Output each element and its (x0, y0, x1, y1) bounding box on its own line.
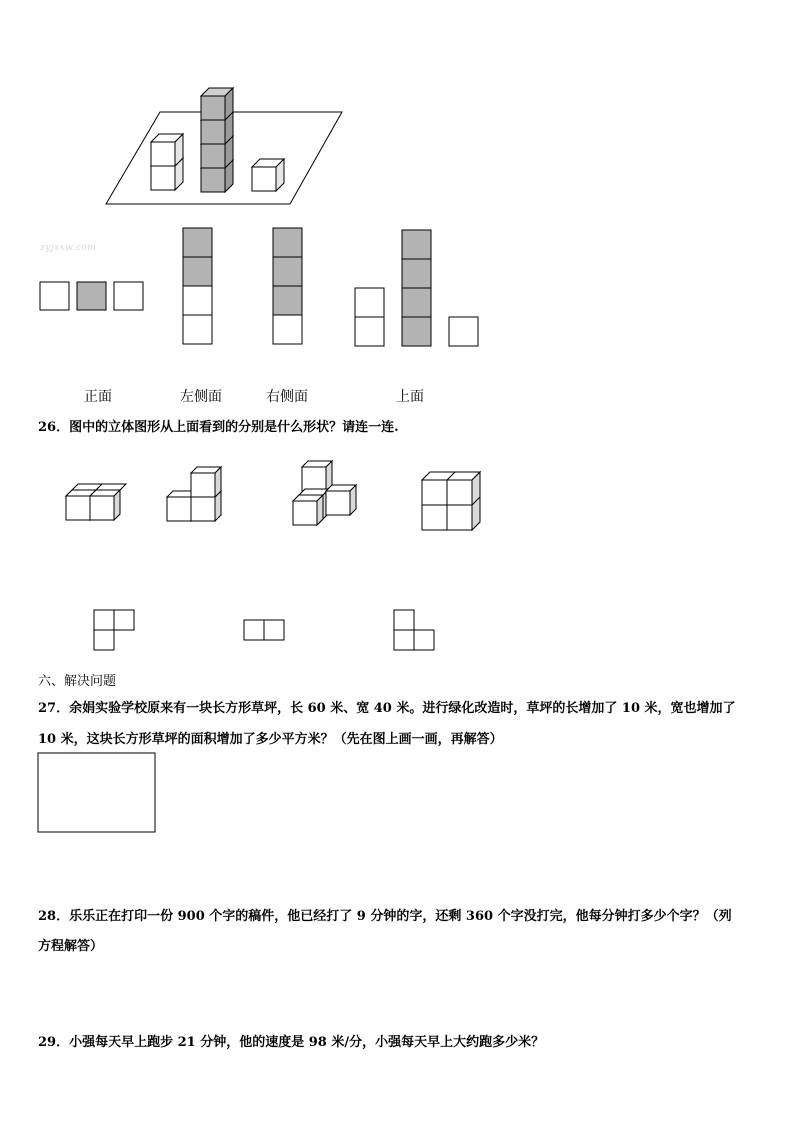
section-6-title: 六、解决问题 (38, 674, 117, 689)
platform-figure (106, 88, 342, 204)
question-29: 29．小强每天早上跑步 21 分钟，他的速度是 98 米/分，小强每天早上大约跑多少米？ (38, 1035, 545, 1050)
label-left-side: 左侧面 (180, 389, 222, 405)
label-top: 上面 (396, 389, 424, 405)
view-left-side (183, 228, 212, 344)
watermark: zyjxxw.com (40, 243, 97, 253)
question-28-line-1: 28．乐乐正在打印一份 900 个字的稿件，他已经打了 9 分钟的字，还剩 360 个字没打完，他每分钟打多少个字？（列 (38, 909, 732, 924)
solid-3 (293, 461, 356, 525)
cube-left-top (151, 134, 183, 166)
view-front (40, 282, 143, 310)
top-shape-2 (244, 620, 284, 640)
solid-2 (167, 467, 221, 521)
cube-middle-4 (201, 88, 233, 120)
view-right-side (273, 228, 302, 344)
question-27-line-1: 27．余娟实验学校原来有一块长方形草坪，长 60 米、宽 40 米。进行绿化改造时，草坪的长增加了 10 米，宽也增加了 (38, 701, 736, 716)
lawn-rectangle (38, 753, 155, 832)
solid-1 (66, 484, 126, 520)
label-right-side: 右侧面 (266, 389, 308, 405)
question-26: 26．图中的立体图形从上面看到的分别是什么形状？请连一连. (38, 420, 399, 435)
view-top (355, 230, 478, 346)
top-shape-1 (94, 610, 134, 650)
solid-4 (422, 472, 480, 530)
cube-right-single (252, 159, 284, 191)
label-front: 正面 (84, 389, 112, 405)
top-shape-3 (394, 610, 434, 650)
question-27-line-2: 10 米，这块长方形草坪的面积增加了多少平方米？（先在图上画一画，再解答） (38, 732, 503, 747)
question-28-line-2: 方程解答） (38, 939, 104, 954)
